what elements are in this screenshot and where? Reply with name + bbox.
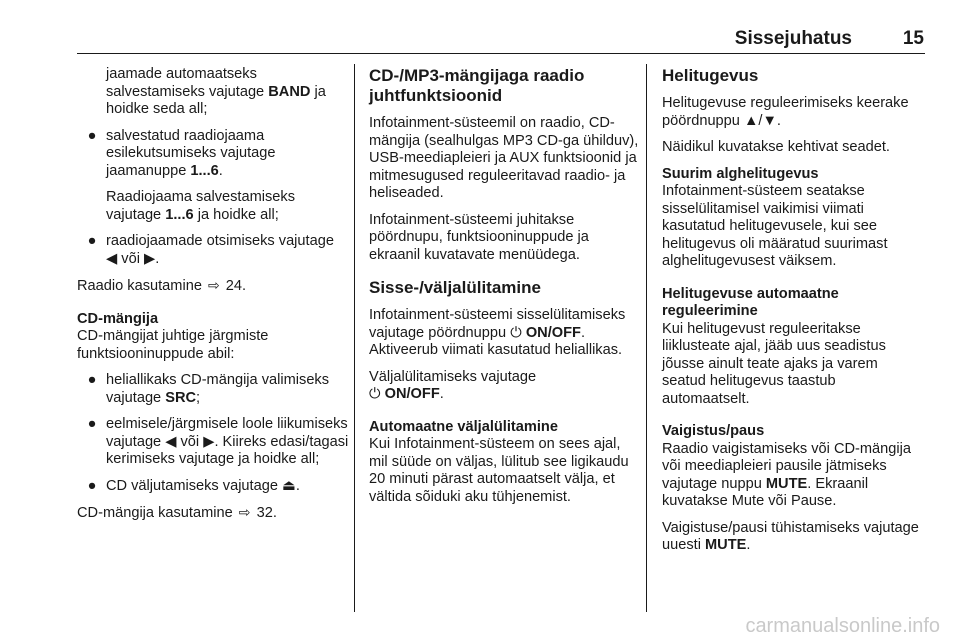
cd-cross-reference: CD-mängija kasutamine ⇨ 32. xyxy=(77,504,277,521)
page-reference-icon: ⇨ xyxy=(238,504,251,520)
paragraph: Kui Infotainment-süsteem on sees ajal, mil süüde on väljas, lülitub see ligikaudu 20 minuti pärast automaatselt välja, et vältida sõiduki aku tühjenemist. xyxy=(369,436,629,505)
column-divider-right xyxy=(646,64,647,612)
header-rule xyxy=(77,53,925,54)
power-icon: ⏻ xyxy=(510,324,522,341)
radio-cross-reference: Raadio kasutamine ⇨ 24. xyxy=(77,277,247,294)
page-number: 15 xyxy=(902,28,924,49)
max-volume-heading: Suurim alghelitugevus xyxy=(662,165,819,182)
column-left xyxy=(77,66,349,532)
watermark: carmanualsonline.info xyxy=(745,615,940,637)
radio-controls-heading: CD-/MP3-mängijaga raadio juhtfunktsioonid xyxy=(369,66,585,105)
paragraph: Näidikul kuvatakse kehtivat seadet. xyxy=(662,139,890,155)
page-header-title: Sissejuhatus xyxy=(734,28,852,49)
paragraph: Kui helitugevust reguleeritakse liiklusteate ajal, jääb uus seadistus jõusse ainult teate ajaks ja varem seatud helitugevus taastub automaatselt. xyxy=(662,320,886,407)
paragraph: Raadio vaigistamiseks või CD-mängija või meediapleieri pausile jätmiseks vajutage nuppu MUTE. Ekraanil kuvatakse Mute või Pause. xyxy=(662,440,911,509)
auto-volume-heading: Helitugevuse automaatne reguleerimine xyxy=(662,285,839,319)
bullet-icon: ● xyxy=(87,127,97,144)
volume-heading: Helitugevus xyxy=(662,66,759,85)
band-key: BAND xyxy=(268,83,311,100)
power-heading: Sisse-/väljalülitamine xyxy=(369,278,541,297)
list-item: ● raadiojaamade otsimiseks vajutage ◀ või ▶. xyxy=(77,233,349,268)
cd-intro: CD-mängijat juhtige järgmiste funktsiooninuppude abil: xyxy=(77,328,269,362)
page-reference-icon: ⇨ xyxy=(208,277,220,293)
list-item-subtext: Raadiojaama salvestamiseks vajutage 1...6 ja hoidke all; xyxy=(106,189,295,223)
paragraph: Vaigistuse/pausi tühistamiseks vajutage uuesti MUTE. xyxy=(662,519,919,553)
paragraph: Väljalülitamiseks vajutage ⏻ ON/OFF. xyxy=(369,368,537,402)
paragraph: Helitugevuse reguleerimiseks keerake pöördnuppu ▲/▼. xyxy=(662,95,909,129)
eject-icon: ⏏ xyxy=(282,477,296,494)
paragraph: Infotainment-süsteem seatakse sisselülitamisel vaikimisi viimati kasutatud helitugevusele, kui see helitugevus oli määratud suurimast alghelitugevusest väiksem. xyxy=(662,183,888,269)
auto-off-heading: Automaatne väljalülitamine xyxy=(369,418,558,435)
paragraph: Infotainment-süsteemil on raadio, CD-mängija (sealhulgas MP3 CD-ga ühilduv), USB-meediapleieri ja AUX funktsioonid ja mitmesugused reguleeritavad raadio- ja heliseaded. xyxy=(369,115,639,201)
list-item: ● salvestatud raadiojaama esilekutsumiseks vajutage jaamanuppe 1...6. xyxy=(77,128,349,181)
column-right xyxy=(662,66,924,564)
bullet-icon: ● xyxy=(87,477,97,494)
bullet-icon: ● xyxy=(87,416,97,432)
paragraph: Infotainment-süsteemi sisselülitamiseks vajutage pöördnuppu ⏻ ON/OFF. Aktiveerub viimati kasutatud heliallikas. xyxy=(369,307,626,358)
paragraph: Infotainment-süsteemi juhitakse pöördnupu, funktsiooninuppude ja ekraanil kuvatavate menüüdega. xyxy=(369,211,589,263)
column-middle xyxy=(369,66,641,515)
cd-player-heading: CD-mängija xyxy=(77,310,159,327)
column-divider-left xyxy=(354,64,355,612)
list-item: ● CD väljutamiseks vajutage ⏏. xyxy=(77,478,349,496)
list-item: ● eelmisele/järgmisele loole liikumiseks vajutage ◀ või ▶. Kiireks edasi/tagasi kerimiseks vajutage ja hoidke all; xyxy=(77,416,349,469)
list-item: ● heliallikaks CD-mängija valimiseks vajutage SRC; xyxy=(77,372,349,407)
power-icon: ⏻ xyxy=(369,386,381,402)
bullet-icon: ● xyxy=(87,372,97,388)
bullet-icon: ● xyxy=(87,233,97,249)
mute-heading: Vaigistus/paus xyxy=(662,423,765,439)
continued-bullet-text: jaamade automaatseks salvestamiseks vajutage BAND ja hoidke seda all; xyxy=(106,66,326,117)
